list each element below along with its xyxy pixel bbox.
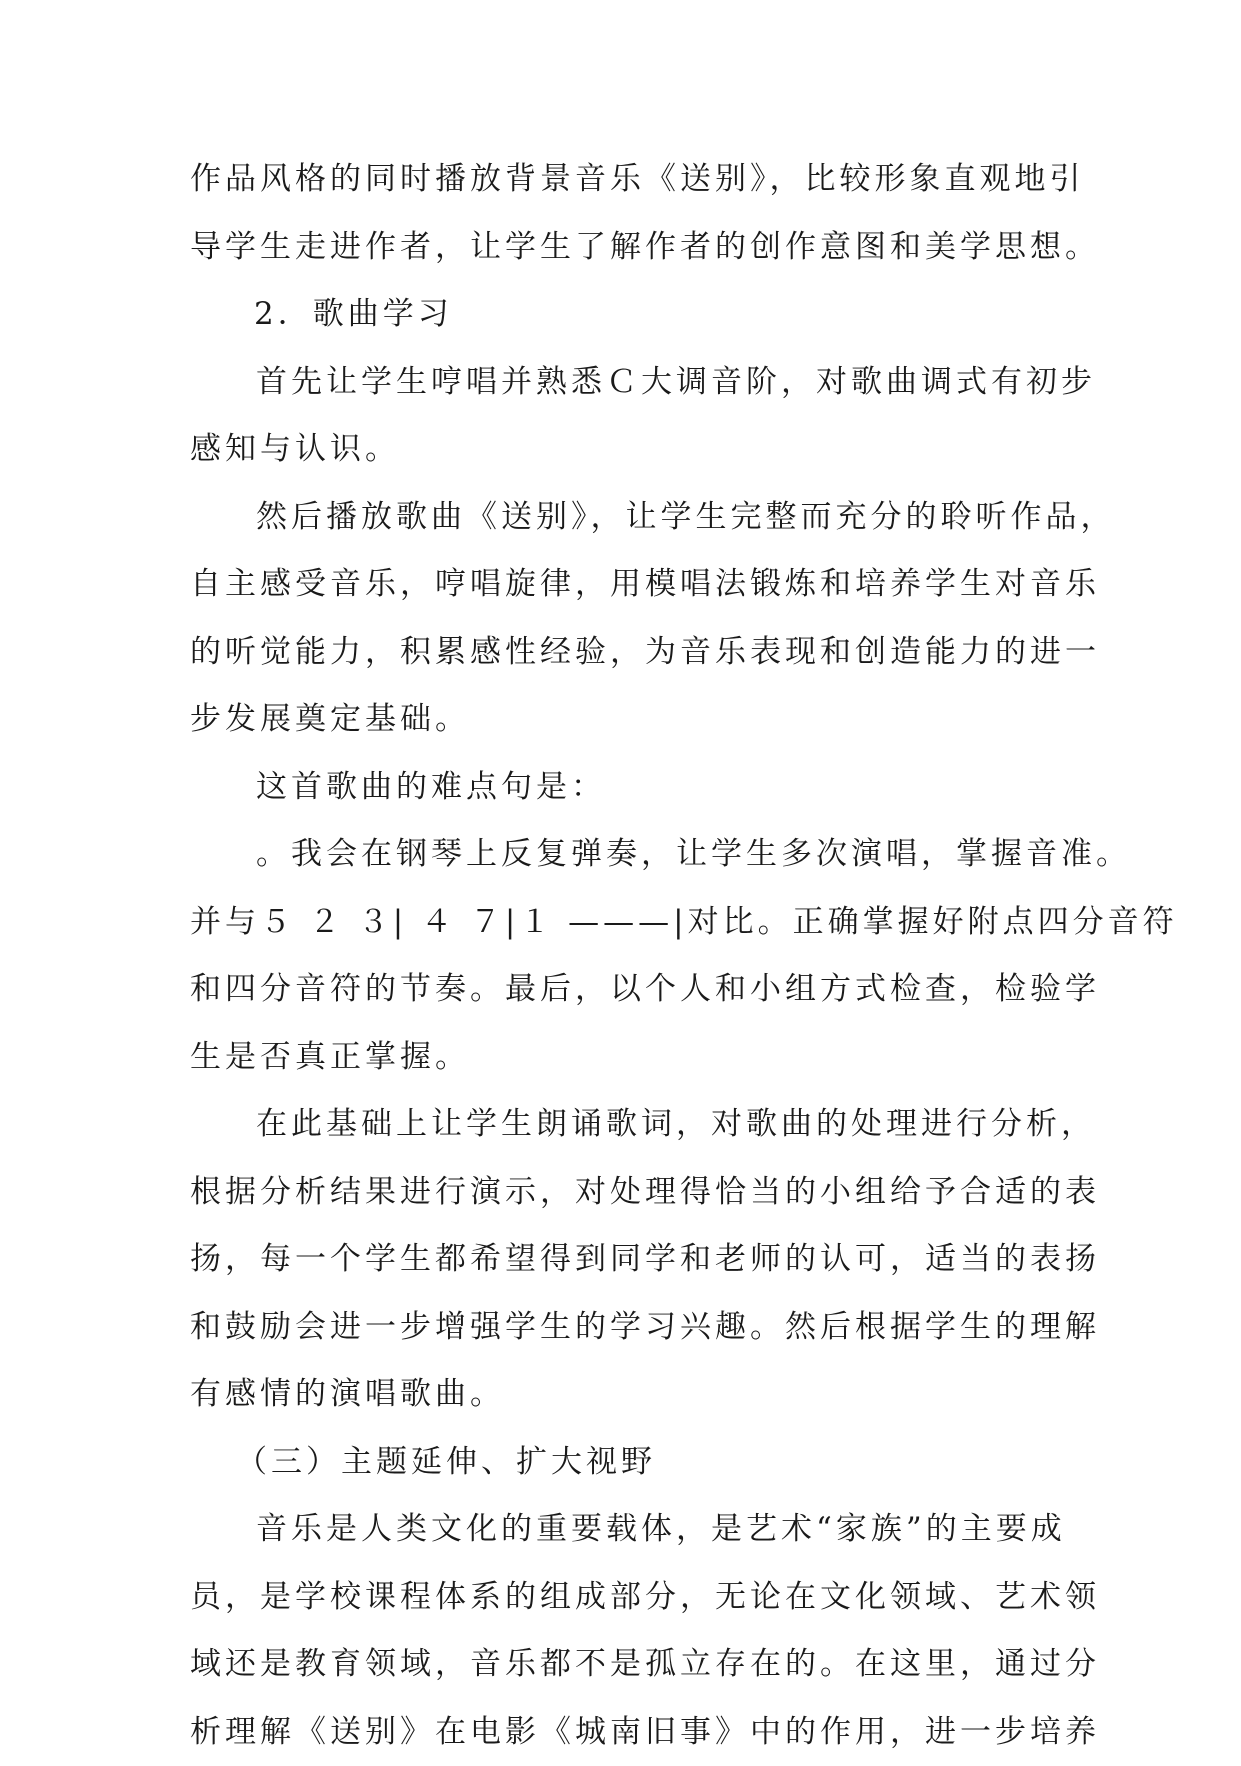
notation-line: 并与５ ２ ３| ４ ７|１ ———|对比。正确掌握好附点四分音符 — [190, 889, 1050, 957]
text-line: 根据分析结果进行演示，对处理得恰当的小组给予合适的表 — [190, 1159, 1050, 1227]
text-line: 员，是学校课程体系的组成部分，无论在文化领域、艺术领 — [190, 1564, 1050, 1632]
text-line: 生是否真正掌握。 — [190, 1024, 1050, 1092]
text-line: 感知与认识。 — [190, 416, 1050, 484]
text-line: 域还是教育领域，音乐都不是孤立存在的。在这里，通过分 — [190, 1631, 1050, 1699]
text-line: 的听觉能力，积累感性经验，为音乐表现和创造能力的进一 — [190, 619, 1050, 687]
paragraph-first-line: 这首歌曲的难点句是： — [190, 754, 1050, 822]
text-line: 导学生走进作者，让学生了解作者的创作意图和美学思想。 — [190, 214, 1050, 282]
text-line: 扬，每一个学生都希望得到同学和老师的认可，适当的表扬 — [190, 1226, 1050, 1294]
body-text — [190, 146, 1050, 1766]
paragraph-first-line: 在此基础上让学生朗诵歌词，对歌曲的处理进行分析， — [190, 1091, 1050, 1159]
text-line: 和四分音符的节奏。最后，以个人和小组方式检查，检验学 — [190, 956, 1050, 1024]
paragraph-first-line: 。我会在钢琴上反复弹奏，让学生多次演唱，掌握音准。 — [190, 821, 1050, 889]
text-line: 有感情的演唱歌曲。 — [190, 1361, 1050, 1429]
paragraph-first-line: 首先让学生哼唱并熟悉Ｃ大调音阶，对歌曲调式有初步 — [190, 349, 1050, 417]
text-line: 和鼓励会进一步增强学生的学习兴趣。然后根据学生的理解 — [190, 1294, 1050, 1362]
text-line: 析理解《送别》在电影《城南旧事》中的作用，进一步培养 — [190, 1699, 1050, 1766]
text-line: 自主感受音乐，哼唱旋律，用模唱法锻炼和培养学生对音乐 — [190, 551, 1050, 619]
text-line: 作品风格的同时播放背景音乐《送别》，比较形象直观地引 — [190, 146, 1050, 214]
text-line: 步发展奠定基础。 — [190, 686, 1050, 754]
paragraph-first-line: 音乐是人类文化的重要载体，是艺术“家族”的主要成 — [190, 1496, 1050, 1564]
section-heading: 2．歌曲学习 — [190, 281, 1050, 349]
paragraph-first-line: 然后播放歌曲《送别》，让学生完整而充分的聆听作品， — [190, 484, 1050, 552]
section-heading: （三）主题延伸、扩大视野 — [190, 1429, 1050, 1497]
